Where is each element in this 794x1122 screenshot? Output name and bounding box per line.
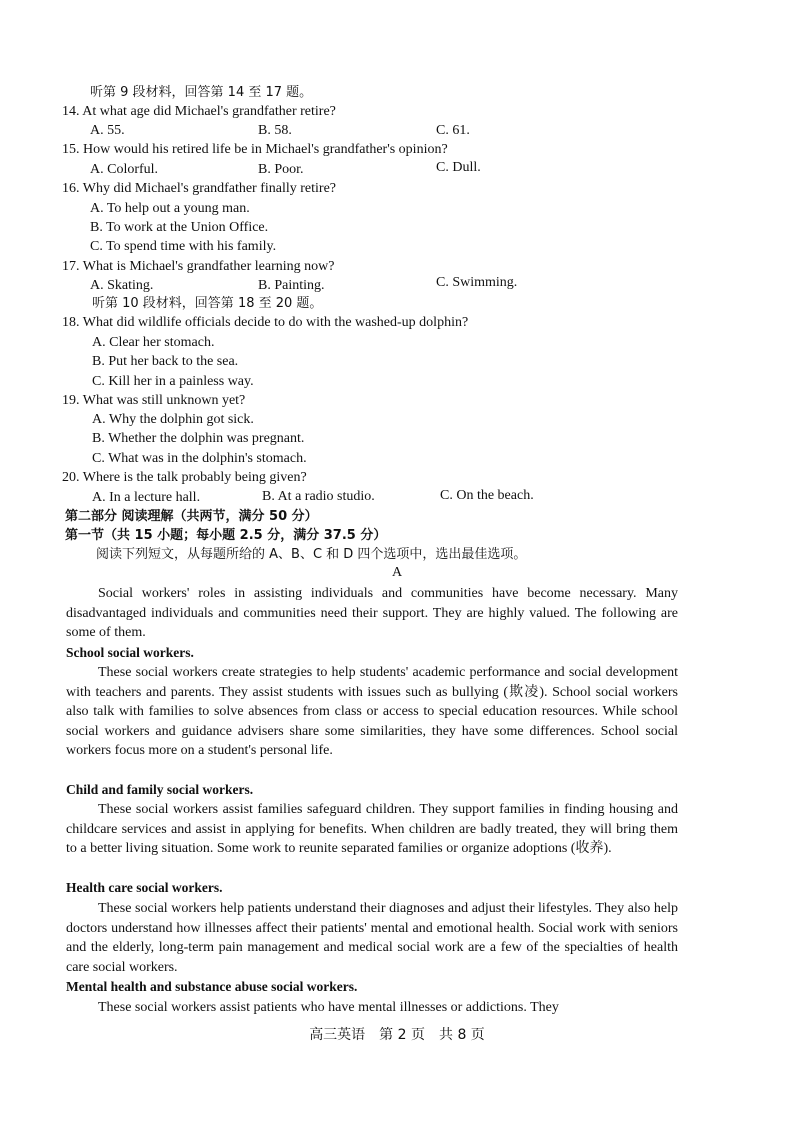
question-number: 19.	[62, 393, 80, 408]
question-text: How would his retired life be in Michael's grandfather's opinion?	[83, 142, 448, 157]
q16-option-b: B. To work at the Union Office.	[90, 220, 269, 235]
paragraph-text: These social workers assist families safeguard children. They support families in finding housing and childcare services and assist in applying for benefits. When children are badly treated, they will bring them to a better living situation. Some work to reunite separated families or organize adoptions (收养).	[66, 802, 678, 857]
passage-label: A	[391, 565, 403, 580]
question-number: 17.	[62, 259, 80, 274]
section-10-instruction: 听第 10 段材料，回答第 18 至 20 题。	[92, 296, 323, 311]
page-footer: 高三英语 第 2 页 共 8 页	[309, 1027, 485, 1043]
q20-option-a: A. In a lecture hall.	[92, 490, 201, 505]
q15-option-c: C. Dull.	[436, 160, 481, 175]
paragraph-health-care-social-workers	[66, 899, 678, 977]
question-text: What is Michael's grandfather learning now?	[82, 259, 335, 274]
question-16	[62, 180, 336, 198]
heading-school-social-workers: School social workers.	[66, 645, 194, 660]
question-text: What did wildlife officials decide to do with the washed-up dolphin?	[82, 315, 469, 330]
question-14	[62, 103, 336, 121]
heading-health-care-social-workers: Health care social workers.	[66, 880, 223, 895]
question-text: Where is the talk probably being given?	[82, 470, 307, 485]
q20-option-c: C. On the beach.	[440, 488, 534, 503]
paragraph-child-family-social-workers	[66, 800, 678, 859]
q15-option-b: B. Poor.	[258, 162, 304, 177]
q14-option-a: A. 55.	[90, 123, 125, 138]
heading-child-family-social-workers: Child and family social workers.	[66, 782, 254, 797]
question-20	[62, 469, 307, 487]
q18-option-a: A. Clear her stomach.	[92, 335, 215, 350]
q18-option-c: C. Kill her in a painless way.	[92, 374, 254, 389]
q17-option-b: B. Painting.	[258, 278, 325, 293]
paragraph-text: These social workers assist patients who have mental illnesses or addictions. They	[98, 1000, 559, 1015]
question-15	[62, 141, 448, 159]
q16-option-c: C. To spend time with his family.	[90, 239, 277, 254]
question-19	[62, 392, 245, 410]
question-number: 14.	[62, 104, 80, 119]
question-text: At what age did Michael's grandfather retire?	[82, 104, 336, 119]
heading-mental-health-social-workers: Mental health and substance abuse social workers.	[66, 979, 358, 994]
question-18	[62, 314, 468, 332]
q19-option-c: C. What was in the dolphin's stomach.	[92, 451, 307, 466]
question-text: What was still unknown yet?	[82, 393, 246, 408]
paragraph-text: These social workers help patients understand their diagnoses and adjust their lifestyles. They also help doctors understand how illnesses affect their patients' mental and emotional health. Social work with seniors and the elderly, long-term pain management and medical social work are a few of the specialties of health care social workers.	[66, 901, 678, 975]
paragraph-school-social-workers	[66, 663, 678, 761]
q14-option-c: C. 61.	[436, 123, 470, 138]
q17-option-c: C. Swimming.	[436, 275, 518, 290]
passage-intro	[66, 584, 678, 643]
intro-text: Social workers' roles in assisting individuals and communities have become necessary. Many disadvantaged individuals and communities need their support. They are highly valued. The following are some of them.	[66, 586, 678, 641]
section-1-heading: 第一节（共 15 小题；每小题 2.5 分，满分 37.5 分）	[65, 528, 387, 543]
question-number: 18.	[62, 315, 80, 330]
q20-option-b: B. At a radio studio.	[262, 489, 375, 504]
reading-instruction: 阅读下列短文，从每题所给的 A、B、C 和 D 四个选项中，选出最佳选项。	[96, 547, 527, 562]
paragraph-mental-health-social-workers	[66, 998, 678, 1018]
part-2-heading: 第二部分 阅读理解（共两节，满分 50 分）	[65, 509, 318, 524]
q18-option-b: B. Put her back to the sea.	[92, 354, 239, 369]
section-9-instruction: 听第 9 段材料，回答第 14 至 17 题。	[90, 85, 313, 100]
q17-option-a: A. Skating.	[90, 278, 154, 293]
q14-option-b: B. 58.	[258, 123, 292, 138]
q19-option-b: B. Whether the dolphin was pregnant.	[92, 431, 305, 446]
paragraph-text: These social workers create strategies to help students' academic performance and social development with teachers and parents. They assist students with issues such as bullying (欺凌). School social workers also talk with families to solve absences from class or access to special education resources. While school social workers and guidance advisers share some similarities, they have some differences. School social workers focus more on a student's personal life.	[66, 665, 678, 759]
question-number: 15.	[62, 142, 80, 157]
q19-option-a: A. Why the dolphin got sick.	[92, 412, 254, 427]
question-number: 20.	[62, 470, 80, 485]
q15-option-a: A. Colorful.	[90, 162, 159, 177]
q16-option-a: A. To help out a young man.	[90, 201, 250, 216]
question-text: Why did Michael's grandfather finally retire?	[82, 181, 337, 196]
question-17	[62, 258, 334, 276]
question-number: 16.	[62, 181, 80, 196]
